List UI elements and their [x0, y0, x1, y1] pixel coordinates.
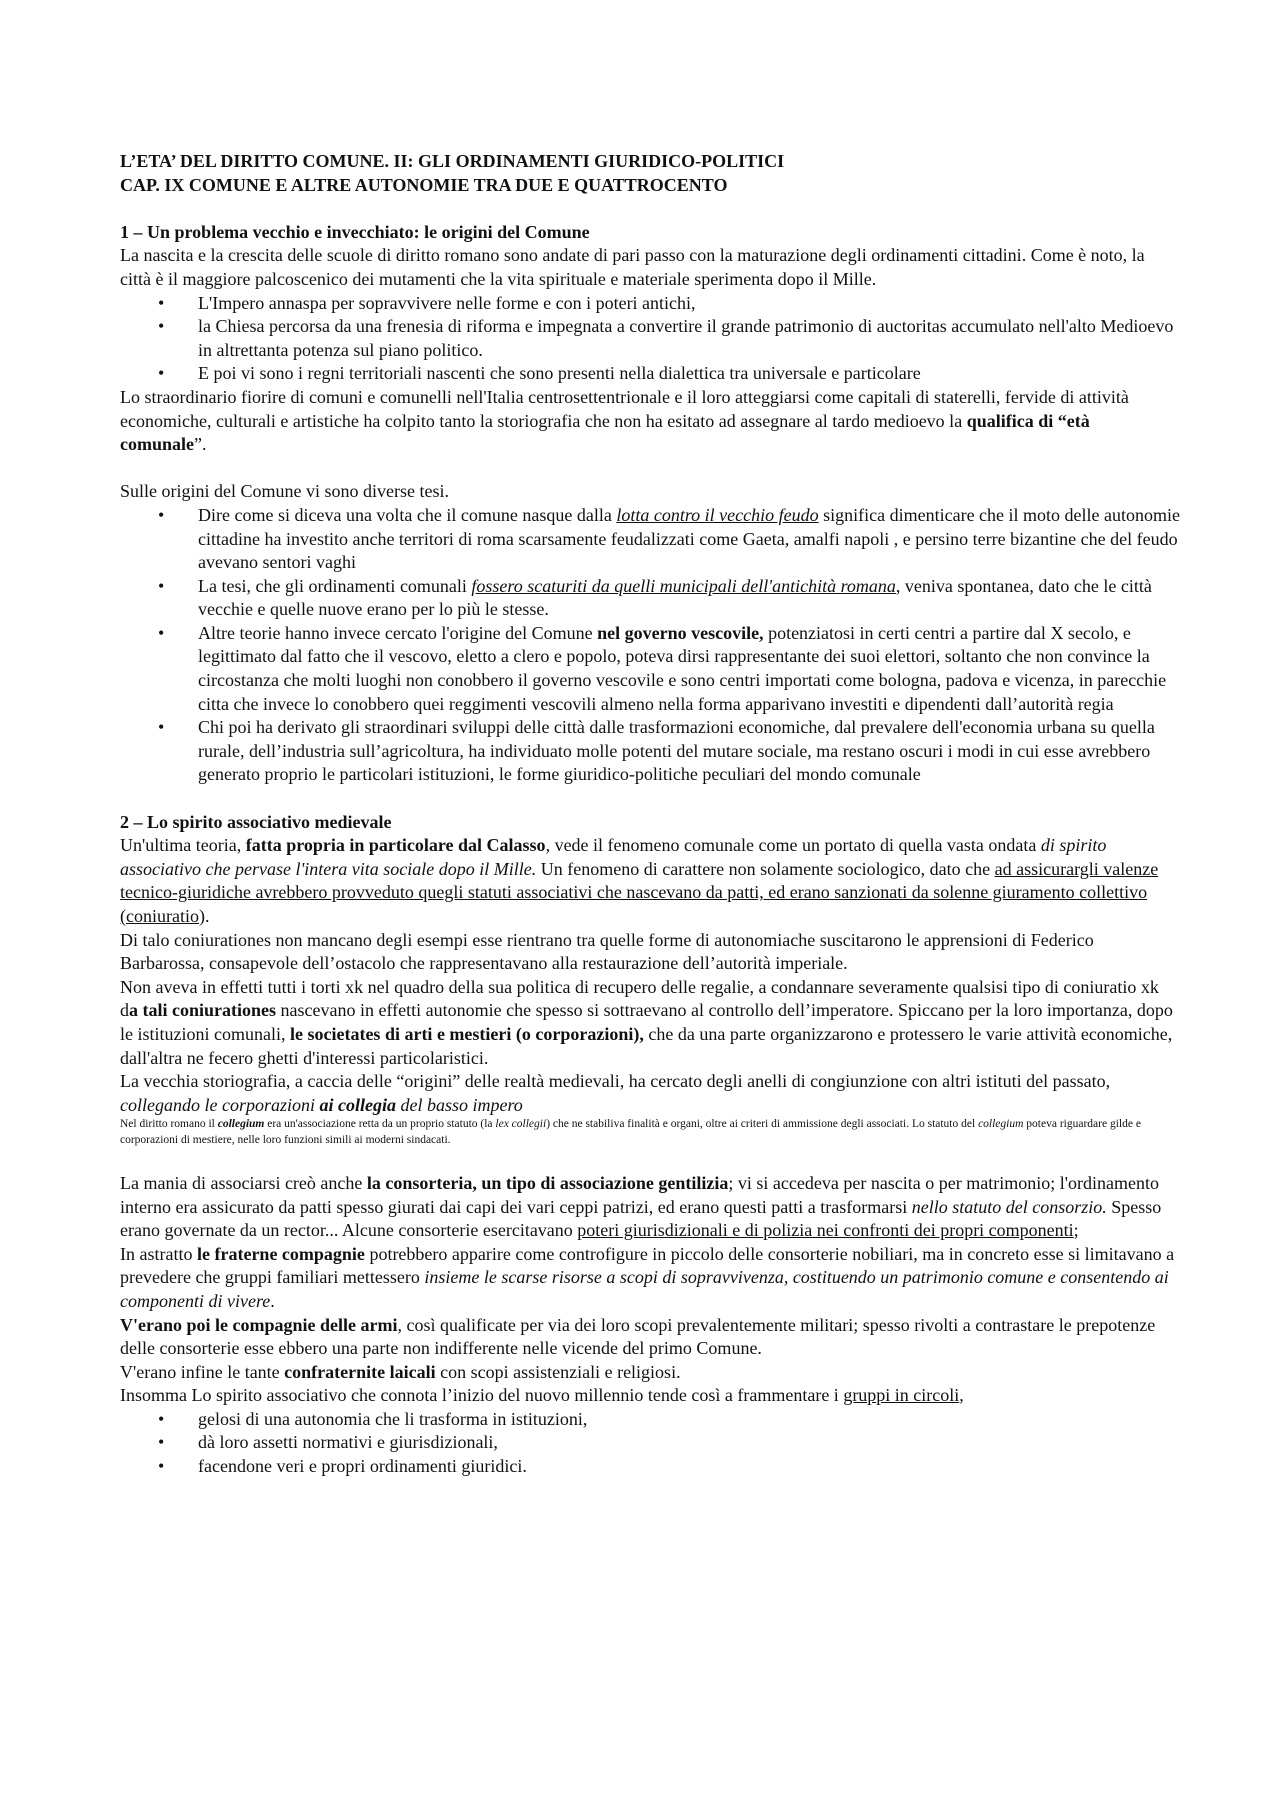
list-item: • la Chiesa percorsa da una frenesia di riforma e impegnata a convertire il grande patrimonio di auctoritas accumulato nell'alto Medioevo in altrettanta potenza sul piano politico. — [120, 315, 1180, 362]
spacer — [120, 787, 1180, 811]
section-1-paragraph: Lo straordinario fiorire di comuni e comunelli nell'Italia centrosettentrionale e il loro atteggiarsi come capitali di staterelli, fervide di attività economiche, culturali e artistiche ha colpito tanto la storiografia che non ha esitato ad assegnare al tardo medioevo la qualifica di “età comunale”. — [120, 386, 1129, 455]
section-2-paragraph: Un'ultima teoria, fatta propria in particolare dal Calasso, vede il fenomeno comunale come un portato di quella vasta ondata di spirito associativo che pervase l'intera vita sociale dopo il Mille. Un fenomeno di carattere non solamente sociologico, dato che ad assicurargli valenze tecnico-giuridiche avrebbero provveduto quegli statuti associativi che nascevano da patti, ed erano sanzionati da solenne giuramento collettivo (coniuratio). — [120, 835, 1159, 926]
list-item: • Chi poi ha derivato gli straordinari sviluppi delle città dalle trasformazioni economiche, dal prevalere dell'economia urbana su quella rurale, dell’industria sull’agricoltura, ha individuato molle potenti del mutare sociale, ma restano oscuri i modi in cui esse avrebbero generato proprio le particolari istituzioni, le forme giuridico-politiche peculiari del mondo comunale — [120, 716, 1180, 787]
list-item: • Altre teorie hanno invece cercato l'origine del Comune nel governo vescovile, potenziatosi in certi centri a partire dal X secolo, e legittimato dal fatto che il vescovo, eletto a clero e popolo, poteva dirsi rappresentante dei suoi elettori, soltanto che non convince la circostanza che molti luoghi non conobbero il governo vescovile e sono centri importati come bologna, padova e vicenza, in parecchie citta che invece lo conobbero quei reggimenti vescovili almeno nella forma apparivano investiti e dipendenti dall’autorità regia — [120, 622, 1180, 716]
document-page — [120, 150, 1180, 1479]
spacer — [120, 1148, 1180, 1172]
collegium-note: Nel diritto romano il collegium era un'associazione retta da un proprio statuto (la lex collegii) che ne stabiliva finalità e organi, oltre ai criteri di ammissione degli associati. Lo statuto del collegium poteva riguardare gilde e corporazioni di mestiere, nelle loro funzioni simili ai moderni sindacati. — [120, 1118, 1141, 1146]
section-2-paragraph: Di talo coniurationes non mancano degli esempi esse rientrano tra quelle forme di autonomiache suscitarono le apprensioni di Federico Barbarossa, consapevole dell’ostacolo che rappresentavano alla restaurazione dell’autorità imperiale. — [120, 929, 1094, 974]
spacer — [120, 197, 1180, 221]
section-2-paragraph: V'erano infine le tante confraternite laicali con scopi assistenziali e religiosi. — [120, 1361, 681, 1382]
list-item: • E poi vi sono i regni territoriali nascenti che sono presenti nella dialettica tra universale e particolare — [120, 362, 1180, 386]
theses-list — [120, 504, 1180, 787]
section-2-paragraph: Insomma Lo spirito associativo che connota l’inizio del nuovo millennio tende così a frammentare i gruppi in circoli, — [120, 1385, 964, 1406]
chapter-title: CAP. IX COMUNE E ALTRE AUTONOMIE TRA DUE E QUATTROCENTO — [120, 174, 728, 195]
section-2-paragraph: La vecchia storiografia, a caccia delle “origini” delle realtà medievali, ha cercato degli anelli di congiunzione con altri istituti del passato, collegando le corporazioni ai collegia del basso impero — [120, 1071, 1111, 1115]
section-2-paragraph: La mania di associarsi creò anche la consorteria, un tipo di associazione gentilizia; vi si accedeva per nascita o per matrimonio; l'ordinamento interno era assicurato da patti spesso giurati dai capi dei vari ceppi patrizi, ed erano questi patti a trasformarsi nello statuto del consorzio. Spesso erano governate da un rector... Alcune consorterie esercitavano poteri giurisdizionali e di polizia nei confronti dei propri componenti; — [120, 1172, 1162, 1241]
section-2-paragraph: Non aveva in effetti tutti i torti xk nel quadro della sua politica di recupero delle regalie, a condannare severamente qualsisi tipo di coniuratio xk da tali coniurationes nascevano in effetti autonomie che spesso si sottraevano al controllo dell’imperatore. Spiccano per la loro importanza, dopo le istituzioni comunali, le societates di arti e mestieri (o corporazioni), che da una parte organizzarono e protessero le varie attività economiche, dall'altra ne fecero ghetti d'interessi particolaristici. — [120, 976, 1173, 1068]
section-1-paragraph: Sulle origini del Comune vi sono diverse tesi. — [120, 481, 449, 502]
list-item: • L'Impero annaspa per sopravvivere nelle forme e con i poteri antichi, — [120, 292, 1180, 316]
powers-list — [120, 292, 1180, 386]
spacer — [120, 457, 1180, 481]
section-2-paragraph: V'erano poi le compagnie delle armi, così qualificate per via dei loro scopi prevalentemente militari; spesso rivolti a contrastare le prepotenze delle consorterie esse ebbero una parte non indifferente nelle vicende del primo Comune. — [120, 1314, 1156, 1359]
section-1-paragraph: La nascita e la crescita delle scuole di diritto romano sono andate di pari passo con la maturazione degli ordinamenti cittadini. Come è noto, la città è il maggiore palcoscenico dei mutamenti che la vita spirituale e materiale sperimenta dopo il Mille. — [120, 245, 1145, 289]
conclusion-list — [120, 1408, 1180, 1479]
list-item: • gelosi di una autonomia che li trasforma in istituzioni, — [120, 1408, 1180, 1432]
section-1-heading: 1 – Un problema vecchio e invecchiato: le origini del Comune — [120, 221, 590, 242]
section-2-heading: 2 – Lo spirito associativo medievale — [120, 811, 392, 832]
list-item: • Dire come si diceva una volta che il comune nasque dalla lotta contro il vecchio feudo significa dimenticare che il moto delle autonomie cittadine ha investito anche territori di roma scarsamente feudalizzati come Gaeta, amalfi napoli , e persino terre bizantine che del feudo avevano sentori vaghi — [120, 504, 1180, 575]
list-item: • facendone veri e propri ordinamenti giuridici. — [120, 1455, 1180, 1479]
list-item: • dà loro assetti normativi e giurisdizionali, — [120, 1431, 1180, 1455]
section-2-paragraph: In astratto le fraterne compagnie potrebbero apparire come controfigure in piccolo delle consorterie nobiliari, ma in concreto esse si limitavano a prevedere che gruppi familiari mettessero insieme le scarse risorse a scopi di sopravvivenza, costituendo un patrimonio comune e consentendo ai componenti di vivere. — [120, 1243, 1175, 1311]
list-item: • La tesi, che gli ordinamenti comunali fossero scaturiti da quelli municipali dell'antichità romana, veniva spontanea, dato che le città vecchie e quelle nuove erano per lo più le stesse. — [120, 575, 1180, 622]
document-title: L’ETA’ DEL DIRITTO COMUNE. II: GLI ORDINAMENTI GIURIDICO-POLITICI — [120, 151, 785, 171]
